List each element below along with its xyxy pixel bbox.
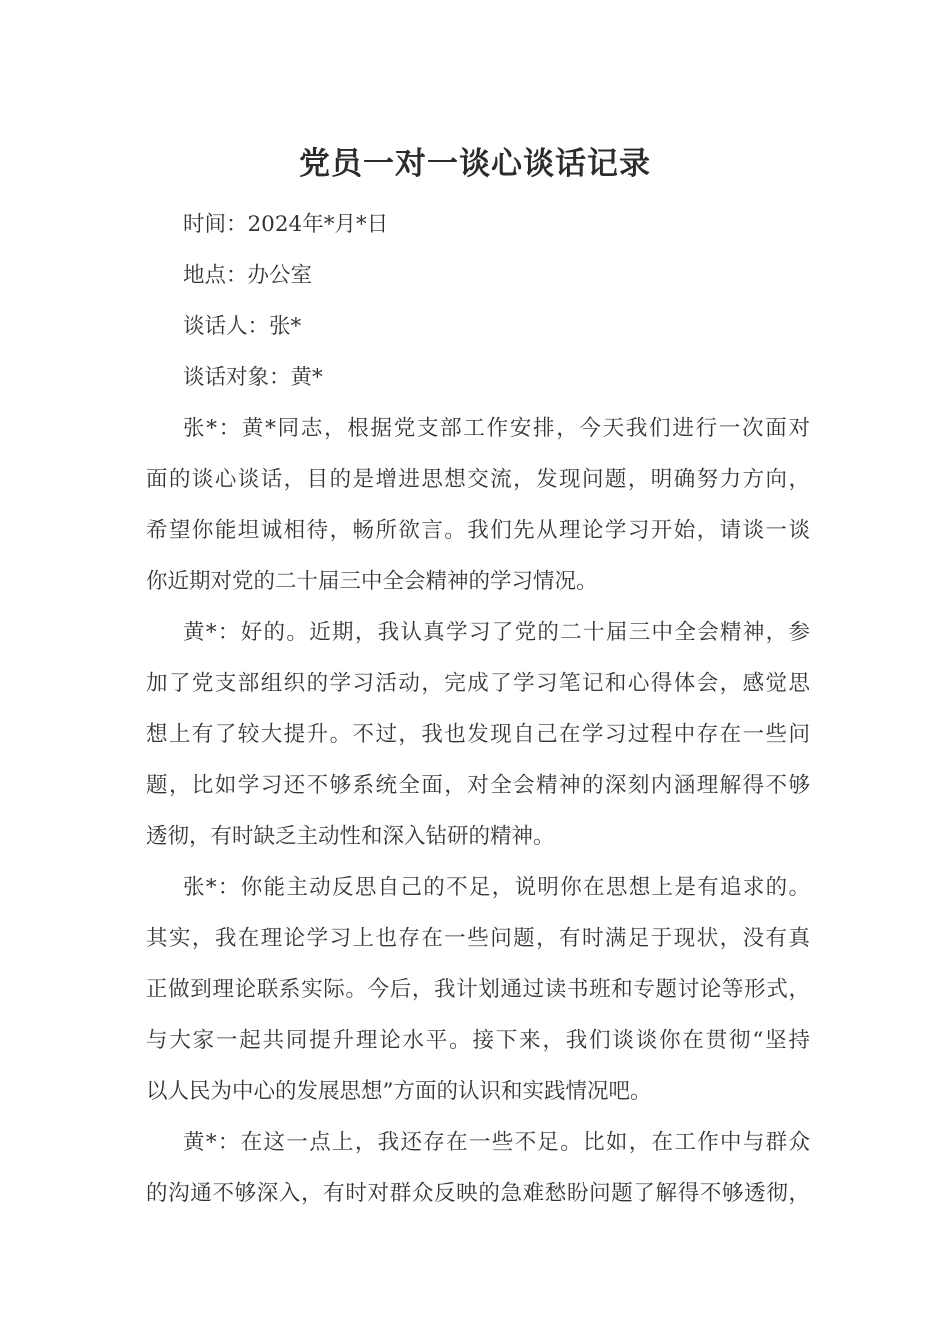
dialogue-paragraph [146,1117,810,1219]
paragraph-line: 张*：黄*同志，根据党支部工作安排，今天我们进行一次面对 [183,416,810,441]
meta-interviewee: 谈话对象：黄* [183,365,323,390]
paragraph-line: 你近期对党的二十届三中全会精神的学习情况。 [146,569,598,594]
paragraph-line: 面的谈心谈话，目的是增进思想交流，发现问题，明确努力方向， [146,467,810,492]
paragraph-line: 想上有了较大提升。不过，我也发现自己在学习过程中存在一些问 [146,722,810,747]
paragraph-line: 黄*：好的。近期，我认真学习了党的二十届三中全会精神，参 [183,620,810,645]
paragraph-line: 的沟通不够深入，有时对群众反映的急难愁盼问题了解得不够透彻， [146,1181,810,1206]
paragraph-line: 以人民为中心的发展思想”方面的认识和实践情况吧。 [146,1079,652,1104]
paragraph-line: 正做到理论联系实际。今后，我计划通过读书班和专题讨论等形式， [146,977,810,1002]
dialogue-paragraph [146,862,810,1117]
dialogue-paragraph [146,403,810,607]
meta-location: 地点：办公室 [183,263,313,288]
paragraph-line: 题，比如学习还不够系统全面，对全会精神的深刻内涵理解得不够 [146,773,810,798]
paragraph-line: 与大家一起共同提升理论水平。接下来，我们谈谈你在贯彻“坚持 [146,1028,810,1053]
meta-interviewer: 谈话人：张* [183,314,302,339]
paragraph-line: 希望你能坦诚相待，畅所欲言。我们先从理论学习开始，请谈一谈 [146,518,810,543]
paragraph-line: 加了党支部组织的学习活动，完成了学习笔记和心得体会，感觉思 [146,671,810,696]
paragraph-line: 其实，我在理论学习上也存在一些问题，有时满足于现状，没有真 [146,926,810,951]
meta-time: 时间：2024年*月*日 [183,212,389,237]
dialogue-paragraphs [146,403,810,1219]
paragraph-line: 透彻，有时缺乏主动性和深入钻研的精神。 [146,824,555,849]
document-body [146,199,810,1219]
dialogue-paragraph [146,607,810,862]
paragraph-line: 黄*：在这一点上，我还存在一些不足。比如，在工作中与群众 [183,1130,810,1155]
document-title: 党员一对一谈心谈话记录 [299,146,651,182]
paragraph-line: 张*：你能主动反思自己的不足，说明你在思想上是有追求的。 [183,875,810,900]
